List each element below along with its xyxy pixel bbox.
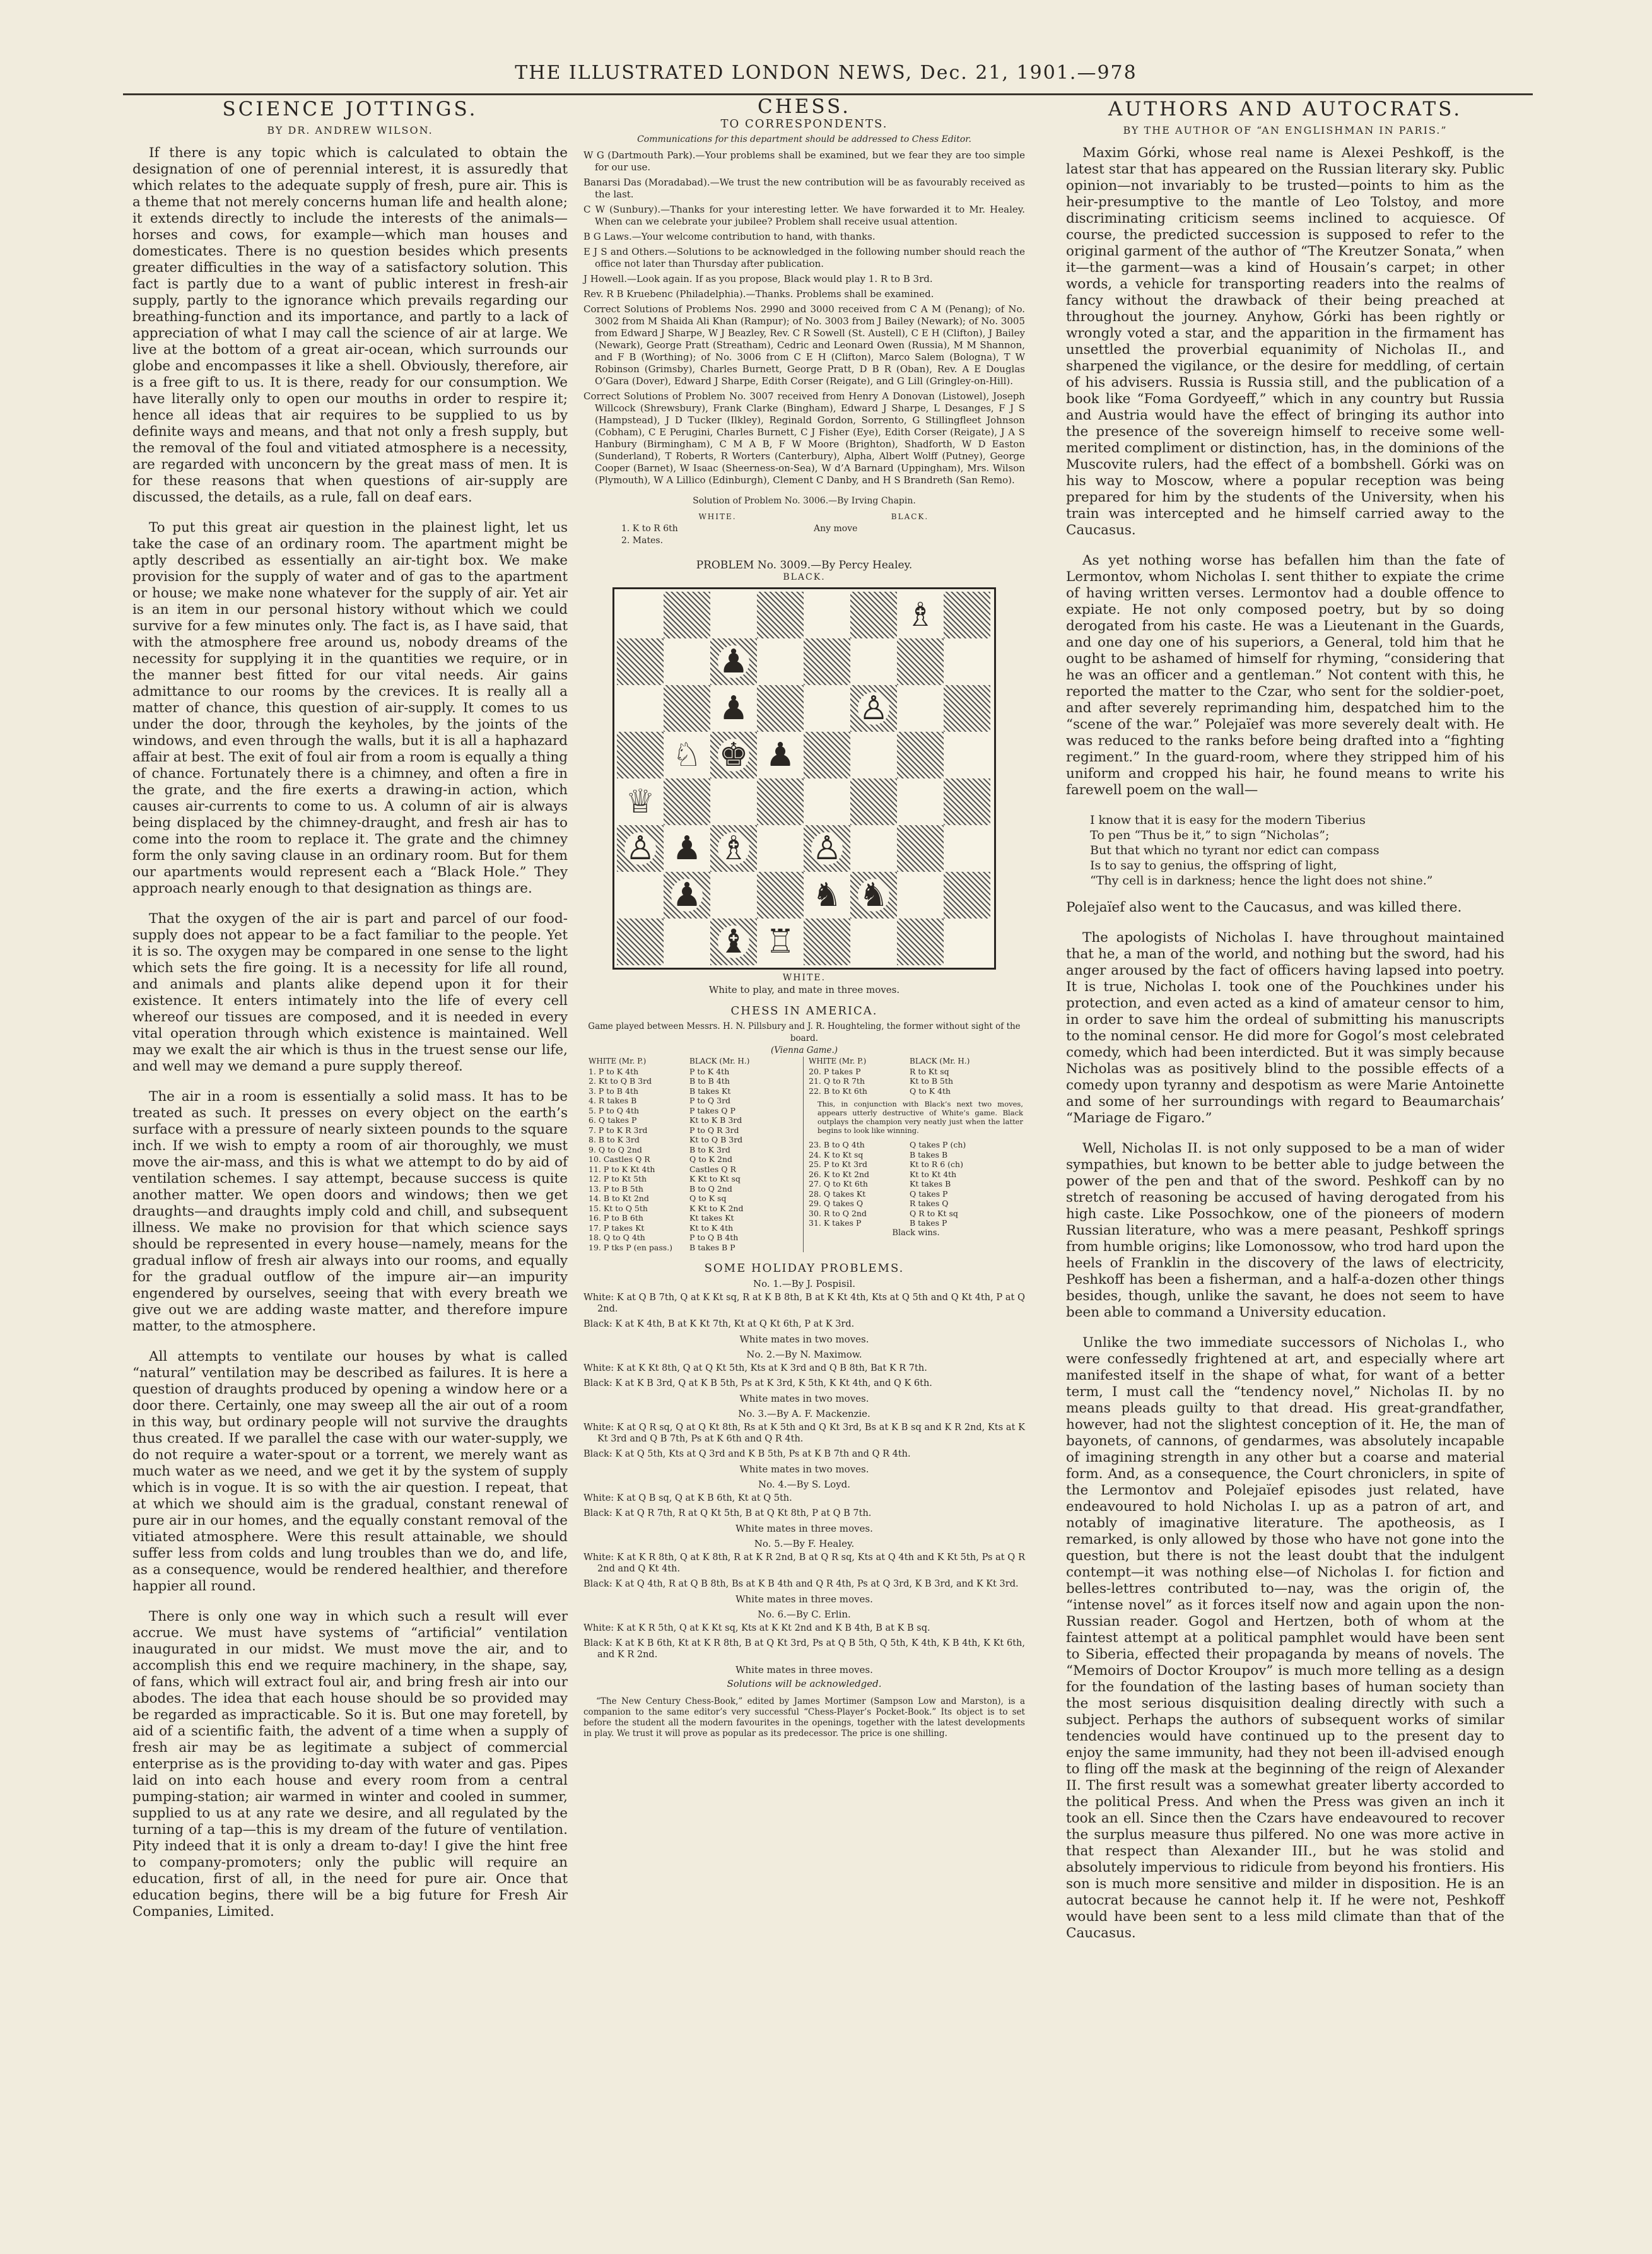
holiday-problem-caption: White mates in three moves.	[735, 1523, 873, 1534]
board-square	[944, 592, 990, 638]
board-square	[664, 638, 710, 685]
holiday-problem-caption: White mates in two moves.	[739, 1334, 869, 1345]
black-move: P to Q B 4th	[689, 1233, 739, 1242]
black-move: B takes B P	[689, 1242, 735, 1252]
holiday-white-position: White: K at K R 5th, Q at K Kt sq, Kts at K Kt 2nd and K B 4th, B at K B sq.	[583, 1623, 930, 1633]
board-square	[664, 592, 710, 638]
game-move-row	[589, 1135, 803, 1145]
correspondent-entry: J Howell.—Look again. If as you propose, Black would play 1. R to B 3rd.	[583, 273, 933, 285]
chess-board	[612, 587, 996, 970]
problem-caption: White to play, and mate in three moves.	[708, 984, 900, 995]
game-move-row	[809, 1170, 1023, 1180]
white-move: 29. Q takes Q	[809, 1199, 864, 1208]
game-move-row	[809, 1189, 1023, 1199]
black-move: R to Kt sq	[910, 1066, 949, 1076]
chess-piece: ♚	[718, 736, 749, 774]
science-paragraph: There is only one way in which such a result will ever accrue. We must have systems of “artificial” ventilation inaugurated in our midst. We must move the air, and to accomplish this end we require machinery, in the shape, say, of fans, which will extract foul air, and bring fresh air into our abodes. The idea that each house should be so provided may be regarded as impracticable. So it is. But one may foretell, by aid of a scientific faith, the advent of a time when a supply of fresh air may be as legitimate a subject of commercial enterprise as is the providing to-day with water and gas. Pipes laid on into each house and every room from a central pumping-station; air warmed in winter and cooled in summer, supplied to us at any rate we desire, and all regulated by the turning of a tap—this is my dream of the future of ventilation. Pity indeed that it is only a dream to-day! I give the hint free to company-promoters; only the public will require an education, first of all, in the need for pure air. Once that education begins, there will be a big future for Fresh Air Companies, Limited.	[132, 1609, 568, 1920]
game-move-row	[589, 1125, 803, 1136]
board-square	[897, 732, 944, 778]
holiday-title: SOME HOLIDAY PROBLEMS.	[704, 1262, 905, 1275]
board-square	[757, 685, 804, 732]
game-move-row	[589, 1106, 803, 1116]
authors-column	[1066, 98, 1504, 1956]
game-move-row	[589, 1194, 803, 1204]
board-square	[757, 919, 804, 965]
holiday-problem-heading: No. 2.—By N. Maximow.	[746, 1349, 862, 1360]
board-square	[664, 732, 710, 778]
game-move-row	[809, 1140, 1023, 1150]
white-move: 1. P to K 4th	[589, 1066, 639, 1076]
board-square	[617, 778, 664, 825]
black-move: Kt to K B 3rd	[689, 1115, 742, 1125]
game-move-row	[589, 1213, 803, 1223]
black-move: K Kt to K 2nd	[689, 1203, 744, 1213]
board-square	[850, 825, 897, 872]
board-square	[804, 919, 850, 965]
board-square	[804, 778, 850, 825]
board-square	[617, 825, 664, 872]
board-square	[710, 872, 757, 919]
authors-paragraph: As yet nothing worse has befallen him than the fate of Lermontov, whom Nicholas I. sent thither to expiate the crime of having written verses. Lermontov had a double offence to expiate. He not only composed poetry, but by so doing derogated from his caste. He was a Lieutenant in the Guards, and one day one of his superiors, a General, told him that he ought to be ashamed of himself for rhyming, “considering that he was an officer and a gentleman.” Not content with this, he reported the matter to the Czar, who sent for the soldier-poet, and after severely reprimanding him, despatched him to the “scene of the war.” Polejaïef was more severely dealt with. He was reduced to the ranks before being drafted into a “fighting regiment.” In the guard-room, where they stripped him of his uniform and cropped his hair, he found means to write his farewell poem on the wall—	[1066, 553, 1504, 798]
solution-black-move: Any move	[814, 524, 858, 534]
black-move: Kt to R 6 (ch)	[910, 1159, 963, 1169]
holiday-problem-caption: White mates in three moves.	[735, 1664, 873, 1676]
white-move: 18. Q to Q 4th	[589, 1233, 645, 1242]
game-move-row	[589, 1086, 803, 1096]
game-move-row	[589, 1223, 803, 1233]
black-move: Castles Q R	[689, 1164, 736, 1174]
holiday-problem-heading: No. 5.—By F. Healey.	[754, 1538, 855, 1549]
authors-paragraph: Unlike the two immediate successors of Nicholas I., who were confessedly frightened at art, and especially where art manifested itself in the shape of what, for want of a better term, I must call the “tendency novel,” Nicholas II. by no means pleads guilty to that dread. His great-grandfather, however, had not the slightest conception of it. He, the man of bayonets, of cannons, of gendarmes, was absolutely incapable of imagining strength in any other but a coarse and material form. And, as a consequence, the Court chroniclers, in spite of the Lermontov and Polejaïef episodes just related, have endeavoured to hold Nicholas I. up as a patron of art, and notably of imaginative literature. The apotheosis, as I remarked, is only allowed by those who have not gone into the question, but there is not the least doubt that the indulgent contempt—it was nothing else—of Nicholas I. for fiction and belles-lettres contributed to—nay, was the origin of, the “intense novel” as it forces itself now and again upon the non-Russian reader. Gogol and Hertzen, both of whom at the faintest attempt at a political pamphlet would have been sent to Siberia, effected their propaganda by means of novels. The “Memoirs of Doctor Kroupov” is much more telling as a design for the foundation of the lasting bases of human society than the most serious disquisition dealing directly with such a subject. Perhaps the authors of subsequent works of similar tendencies would have continued up to the present day to enjoy the same immunity, had they not been ill-advised enough to fling off the mask at the beginning of the reign of Alexander II. The first result was a somewhat greater liberty accorded to the political Press. And when the Press was given an inch it took an ell. Since then the Czars have endeavoured to recover the surplus measure thus pilfered. No one was more active in that respect than Alexander III., but he was stolid and absolutely impervious to ridicule from beyond his frontiers. His son is much more sensitive and milder in disposition. He is an autocrat because he cannot help it. If he were not, Peshkoff would have been sent to a less mild climate than that of the Caucasus.	[1066, 1335, 1504, 1941]
solution-white-move: 2. Mates.	[621, 536, 664, 546]
white-move: 16. P to B 6th	[589, 1213, 643, 1223]
board-square	[944, 685, 990, 732]
black-move: B to Q 2nd	[689, 1183, 732, 1194]
board-square	[850, 685, 897, 732]
board-white-label: WHITE.	[782, 973, 826, 983]
board-square	[944, 778, 990, 825]
black-move: K Kt to Kt sq	[689, 1174, 741, 1183]
game-result: Black wins.	[892, 1228, 940, 1238]
game-score-header	[589, 1057, 803, 1067]
black-move: Kt takes Kt	[689, 1213, 734, 1223]
board-square	[804, 638, 850, 685]
game-move-row	[589, 1115, 803, 1125]
holiday-problem-caption: White mates in two moves.	[739, 1464, 869, 1475]
holiday-problems	[583, 1278, 1025, 1676]
board-square	[664, 685, 710, 732]
white-move: 2. Kt to Q B 3rd	[589, 1076, 652, 1086]
chess-piece: ♝	[718, 923, 749, 961]
game-moves-b	[809, 1140, 1023, 1228]
science-paragraph: If there is any topic which is calculated to obtain the designation of one of perennial interest, it is assuredly that which relates to the adequate supply of fresh, pure air. This is a theme that not merely concerns human life and health alone; it extends directly to include the interests of the animals—horses and cows, for example—which man houses and domesticates. There is no question besides which presents greater difficulties in the way of a satisfactory solution. This fact is partly due to a want of public interest in fresh-air supply, partly to the ignorance which prevails regarding our breathing-function and its importance, and partly to a lack of appreciation of what I may call the science of air at large. We live at the bottom of a great air-ocean, which surrounds our globe and encompasses it like a shell. Obviously, therefore, air is a free gift to us. It is there, ready for our consumption. We have literally only to open our mouths in order to respire it; hence all ideas that air requires to be supplied to us by definite ways and means, and that not only a fresh supply, but the removal of the foul and vitiated atmosphere is a necessity, are regarded with unconcern by the great mass of men. It is for these reasons that when questions of air-supply are discussed, the details, as a rule, fall on deaf ears.	[132, 145, 568, 505]
game-note: This, in conjunction with Black’s next two moves, appears utterly destructive of White’s game. Black outplays the champion very neatly just when the latter begins to look like winning.	[817, 1100, 1023, 1135]
correspondent-entry: B G Laws.—Your welcome contribution to hand, with thanks.	[583, 231, 876, 242]
board-square	[757, 825, 804, 872]
white-move: 28. Q takes Kt	[809, 1189, 866, 1199]
black-move: Q takes P	[910, 1189, 948, 1199]
america-intro: Game played between Messrs. H. N. Pillsbury and J. R. Houghteling, the former without sight of the board.	[588, 1021, 1021, 1043]
board-square	[710, 592, 757, 638]
board-square	[617, 592, 664, 638]
white-move: 23. B to Q 4th	[809, 1140, 865, 1149]
chess-piece: ♙	[625, 830, 655, 867]
black-move: Q to K sq	[689, 1194, 727, 1203]
board-square	[804, 732, 850, 778]
holiday-problem-heading: No. 1.—By J. Pospisil.	[753, 1278, 856, 1289]
black-move: P to K 4th	[689, 1066, 730, 1076]
white-move: 11. P to K Kt 4th	[589, 1164, 655, 1174]
board-square	[897, 825, 944, 872]
board-square	[757, 872, 804, 919]
black-move: Kt to B 5th	[910, 1076, 954, 1086]
game-move-row	[589, 1233, 803, 1243]
board-square	[617, 919, 664, 965]
white-move: 15. Kt to Q 5th	[589, 1203, 648, 1213]
science-byline: BY DR. ANDREW WILSON.	[267, 124, 433, 136]
white-move: 12. P to Kt 5th	[589, 1174, 647, 1183]
board-square	[944, 732, 990, 778]
poem	[1066, 813, 1504, 888]
chess-title: CHESS.	[757, 95, 852, 118]
chess-piece: ♞	[858, 876, 889, 914]
holiday-black-position: Black: K at Q R 7th, R at Q Kt 5th, B at Q Kt 8th, P at Q B 7th.	[583, 1508, 872, 1518]
science-paragraph: To put this great air question in the plainest light, let us take the case of an ordinary room. The apartment might be aptly described as essentially an air-tight box. We make provision for the supply of water and of gas to the apartment or house; we make none whatever for the supply of air. Yet air is an item in our personal history without which we could survive for a few minutes only. The fact is, as I have said, that with the atmosphere free around us, nobody dreams of the necessity for supplying it in the quantities we require, or in the manner best fitted for our vital needs. Air gains admittance to our rooms by the crevices. It is really all a matter of chance, this question of air-supply. It comes to us under the door, through the keyholes, by the joints of the windows, and even through the walls, but it is all a haphazard affair at best. The exit of foul air from a room is equally a thing of chance. Fortunately there is a chimney, and often a fire in the grate, and the fire exerts a drawing-in action, which causes air-currents to come to us. A column of air is always being displaced by the chimney-draught, and fresh air has to come into the room to replace it. The grate and the chimney form the only saving clause in an ordinary room. But for them our apartments would represent each a “Black Hole.” They approach nearly enough to that designation as things are.	[132, 520, 568, 896]
board-square	[757, 732, 804, 778]
authors-paragraph: The apologists of Nicholas I. have throughout maintained that he, a man of the world, and nothing but the sword, had his anger aroused by the fact of officers having lapsed into poetry. It is true, Nicholas I. took one of the Pouchkines under his protection, and even acted as a kind of amateur censor to him, in order to save him the ordeal of submitting his manuscripts to the nominal censor. He did more for Gogol’s most celebrated comedy, which had been interdicted. But it was simply because Nicholas was as positively blind to the possible effects of a comedy upon tyranny and despotism as were Marie Antoinette and some of her surroundings with regard to Beaumarchais’ “Mariage de Figaro.”	[1066, 930, 1504, 1126]
black-move: B to B 4th	[689, 1076, 730, 1086]
white-move: 3. P to B 4th	[589, 1086, 638, 1096]
board-square	[664, 919, 710, 965]
game-head-white: WHITE (Mr. P.)	[809, 1057, 867, 1065]
board-square	[897, 919, 944, 965]
board-square	[710, 732, 757, 778]
board-square	[710, 685, 757, 732]
science-paragraph: All attempts to ventilate our houses by what is called “natural” ventilation may be described as failures. It is here a question of draughts produced by opening a window here or a door there. Certainly, one may sweep all the air out of a room in this way, but ordinary people will not survive the draughts thus created. If we parallel the case with our water-supply, we do not require a water-spout or a torrent, we merely want as much water as we need, and we get it by the system of supply which is in vogue. It is so with the air question. I repeat, that at which we should aim is the gradual, constant renewal of pure air in our homes, and the equally constant removal of the vitiated atmosphere. Were this result attainable, we should suffer less from colds and lung troubles than we do, and life, as a consequence, would be rendered healthier, and therefore happier all round.	[132, 1349, 568, 1594]
poem-line: But that which no tyrant nor edict can compass	[1090, 843, 1380, 857]
game-move-row	[809, 1076, 1023, 1086]
chess-footnote: “The New Century Chess-Book,” edited by James Mortimer (Sampson Low and Marston), is a companion to the same editor’s very successful “Chess-Player’s Pocket-Book.” Its object is to set before the student all the modern favourites in the openings, together with the latest developments in play. We trust it will prove as popular as its predecessor. The price is one shilling.	[583, 1696, 1025, 1739]
authors-paragraph: Maxim Górki, whose real name is Alexei Peshkoff, is the latest star that has appeared on the Russian literary sky. Public opinion—not invariably to be trusted—points to him as the heir-presumptive to the mantle of Leo Tolstoy, and more discriminating criticism seems inclined to acquiesce. Of course, the predicted succession is supposed to refer to the original garment of the author of “The Kreutzer Sonata,” when it—the garment—was a kind of Housain’s carpet; in other words, a vehicle for transporting readers into the realms of fancy without the drawback of their being preached at throughout the journey. Anyhow, Górki has been rightly or wrongly voted a star, and the apparition in the firmament has unsettled the proverbial equanimity of Nicholas II., and sharpened the vigilance, or the desire for meddling, of certain of his advisers. Russia is Russia still, and the publication of a book like “Foma Gordyeeff,” which in any country but Russia and Austria would have the effect of bringing its author into the presence of the sovereign himself to receive some well-merited compliment or distinction, has, in the dominions of the Muscovite rulers, had the effect of a bombshell. Górki was on his way to Moscow, where a popular reception was being prepared for him by the students of the University, when his train was intercepted and he himself carried away to the Caucasus.	[1066, 145, 1504, 538]
correspondent-entry: E J S and Others.—Solutions to be acknowledged in the following number should reach the office not later than Thursday after publication.	[583, 246, 1025, 269]
game-move-row	[589, 1076, 803, 1086]
board-square	[757, 592, 804, 638]
black-move: Q to K 2nd	[689, 1154, 733, 1164]
white-move: 14. B to Kt 2nd	[589, 1194, 649, 1203]
holiday-problem-heading: No. 3.—By A. F. Mackenzie.	[738, 1408, 870, 1419]
black-move: Kt to K 4th	[689, 1223, 734, 1233]
black-move: Q R to Kt sq	[910, 1208, 958, 1218]
solution-table	[621, 511, 1006, 547]
board-square	[944, 638, 990, 685]
black-move: P takes Q P	[689, 1105, 735, 1115]
correspondent-entry: Correct Solutions of Problems Nos. 2990 and 3000 received from C A M (Penang); of No. 3002 from M Shaida Ali Khan (Rampur); of No. 3003 from J Bailey (Newark); of No. 3005 from Edward J Sharpe, W J Beazley, Rev. C R Sowell (St. Austell), C E H (Clifton), J Bailey (Newark), George Pratt (Streatham), Cedric and Leonard Owen (Russia), M M Shannon, and F B (Worthing); of No. 3006 from C E H (Clifton), Marco Salem (Bologna), T W Robinson (Grimsby), Charles Burnett, George Pratt, D B R (Oban), Rev. A E Douglas O’Gara (Dover), Edward J Sharpe, Edith Corser (Reigate), and G Lill (Gringley-on-Hill).	[583, 303, 1025, 387]
white-move: 25. P to Kt 3rd	[809, 1159, 868, 1169]
chess-piece: ♖	[765, 923, 795, 961]
white-move: 21. Q to R 7th	[809, 1076, 865, 1086]
game-move-row	[589, 1165, 803, 1175]
game-move-row	[589, 1243, 803, 1253]
white-move: 10. Castles Q R	[589, 1154, 650, 1164]
board-square	[897, 638, 944, 685]
game-move-row	[809, 1179, 1023, 1189]
white-move: 26. K to Kt 2nd	[809, 1169, 870, 1179]
board-square	[710, 638, 757, 685]
white-move: 5. P to Q 4th	[589, 1105, 640, 1115]
correspondent-entry: C W (Sunbury).—Thanks for your interesting letter. We have forwarded it to Mr. Healey. When can we celebrate your jubilee? Problem shall receive usual attention.	[583, 204, 1025, 227]
holiday-black-position: Black: K at K B 3rd, Q at K B 5th, Ps at K 3rd, K 5th, K Kt 4th, and Q K 6th.	[583, 1378, 932, 1388]
board-square	[897, 685, 944, 732]
game-move-row	[589, 1145, 803, 1155]
board-square	[710, 919, 757, 965]
white-move: 27. Q to Kt 6th	[809, 1179, 868, 1189]
chess-piece: ♟	[765, 736, 795, 774]
black-move: R takes Q	[910, 1199, 949, 1208]
science-title: SCIENCE JOTTINGS.	[222, 98, 478, 120]
correspondents-heading: TO CORRESPONDENTS.	[720, 117, 888, 131]
chess-column	[583, 95, 1025, 1739]
board-square	[850, 592, 897, 638]
board-square	[944, 919, 990, 965]
holiday-white-position: White: K at Q B 7th, Q at K Kt sq, R at K B 8th, B at K Kt 4th, Kts at Q 5th and Q Kt 4th, P at Q 2nd.	[583, 1293, 1025, 1314]
black-move: B to K 3rd	[689, 1144, 730, 1154]
solution-white-head: WHITE.	[698, 512, 737, 521]
holiday-problem-heading: No. 6.—By C. Erlin.	[758, 1609, 851, 1620]
poem-line: “Thy cell is in darkness; hence the light does not shine.”	[1090, 874, 1433, 888]
board-square	[850, 872, 897, 919]
board-square	[617, 638, 664, 685]
board-square	[897, 592, 944, 638]
chess-piece: ♟	[672, 876, 702, 914]
holiday-black-position: Black: K at K 4th, B at K Kt 7th, Kt at Q Kt 6th, P at K 3rd.	[583, 1319, 855, 1329]
white-move: 17. P takes Kt	[589, 1223, 645, 1233]
board-square	[664, 825, 710, 872]
game-head-white: WHITE (Mr. P.)	[589, 1057, 647, 1065]
masthead: THE ILLUSTRATED LONDON NEWS, Dec. 21, 1901.—978	[515, 62, 1137, 84]
board-square	[897, 872, 944, 919]
board-square	[757, 638, 804, 685]
chess-piece: ♟	[672, 830, 702, 867]
problem-heading: PROBLEM No. 3009.—By Percy Healey.	[696, 559, 913, 572]
holiday-white-position: White: K at Q B sq, Q at K B 6th, Kt at Q 5th.	[583, 1493, 792, 1503]
white-move: 8. B to K 3rd	[589, 1135, 640, 1144]
solution-black-head: BLACK.	[891, 512, 929, 521]
chess-piece: ♟	[718, 643, 749, 681]
black-move: P to Q R 3rd	[689, 1125, 739, 1135]
board-square	[804, 825, 850, 872]
game-move-row	[809, 1209, 1023, 1219]
game-move-row	[809, 1150, 1023, 1160]
poem-line: To pen “Thus be it,” to sign “Nicholas”;	[1090, 828, 1330, 842]
black-move: B takes B	[910, 1149, 948, 1159]
black-move: Kt to Q B 3rd	[689, 1135, 743, 1144]
chess-piece: ♙	[858, 690, 889, 727]
white-move: 24. K to Kt sq	[809, 1149, 864, 1159]
poem-line: Is to say to genius, the offspring of light,	[1090, 859, 1337, 872]
white-move: 31. K takes P	[809, 1218, 862, 1228]
board-square	[804, 872, 850, 919]
board-square	[944, 872, 990, 919]
game-move-row	[809, 1199, 1023, 1209]
holiday-black-position: Black: K at K B 6th, Kt at K R 8th, B at Q Kt 3rd, Ps at Q B 5th, Q 5th, K 4th, K B 4th, K Kt 6th, and K R 2nd.	[583, 1638, 1025, 1660]
authors-paragraph: Polejaïef also went to the Caucasus, and was killed there.	[1066, 900, 1462, 915]
correspondent-entry: Rev. R B Kruebenc (Philadelphia).—Thanks. Problems shall be examined.	[583, 288, 934, 300]
chess-piece: ♟	[718, 690, 749, 727]
chess-piece: ♗	[905, 596, 935, 634]
black-move: P to Q 3rd	[689, 1096, 731, 1105]
poem-line: I know that it is easy for the modern Tiberius	[1090, 813, 1366, 827]
chess-piece: ♕	[625, 783, 655, 821]
board-square	[617, 732, 664, 778]
white-move: 9. Q to Q 2nd	[589, 1144, 642, 1154]
white-move: 7. P to K R 3rd	[589, 1125, 648, 1135]
white-move: 22. B to Kt 6th	[809, 1086, 867, 1096]
board-square	[944, 825, 990, 872]
game-score-header	[809, 1057, 1023, 1067]
game-head-black: BLACK (Mr. H.)	[910, 1057, 970, 1065]
game-move-row	[589, 1154, 803, 1165]
black-move: B takes P	[910, 1218, 947, 1228]
board-square	[617, 685, 664, 732]
correspondents-note: Communications for this department should be addressed to Chess Editor.	[637, 134, 971, 144]
game-move-row	[589, 1174, 803, 1184]
game-move-row	[809, 1159, 1023, 1170]
black-move: Q takes P (ch)	[910, 1140, 966, 1149]
holiday-white-position: White: K at Q R sq, Q at Q Kt 8th, Rs at K 5th and Q Kt 3rd, Bs at K B sq and K R 2nd, Kts at K Kt 3rd and Q B 7th, Ps at K 6th and Q R 4th.	[583, 1423, 1025, 1444]
board-square	[710, 778, 757, 825]
chess-board-wrap	[612, 587, 996, 970]
holiday-white-position: White: K at K R 8th, Q at K 8th, R at K R 2nd, B at Q R sq, Kts at Q 4th and K Kt 5th, Ps at Q R 2nd and Q Kt 4th.	[583, 1553, 1025, 1574]
board-black-label: BLACK.	[783, 572, 826, 582]
white-move: 6. Q takes P	[589, 1115, 637, 1125]
holiday-white-position: White: K at K Kt 8th, Q at Q Kt 5th, Kts at K 3rd and Q B 8th, Bat K R 7th.	[583, 1363, 927, 1373]
board-square	[850, 638, 897, 685]
white-move: 19. P tks P (en pass.)	[589, 1242, 673, 1252]
game-score-right	[803, 1057, 1023, 1252]
game-moves-a	[809, 1067, 1023, 1096]
game-move-row	[589, 1204, 803, 1214]
holiday-closing: Solutions will be acknowledged.	[727, 1678, 882, 1689]
board-square	[710, 825, 757, 872]
holiday-problem-heading: No. 4.—By S. Loyd.	[758, 1479, 851, 1490]
solution-heading: Solution of Problem No. 3006.—By Irving Chapin.	[693, 496, 916, 506]
chess-piece: ♘	[672, 736, 702, 774]
holiday-problem-caption: White mates in two moves.	[739, 1393, 869, 1404]
board-square	[804, 592, 850, 638]
science-paragraph: The air in a room is essentially a solid mass. It has to be treated as such. It presses on every object on the earth’s surface with a pressure of nearly sixteen pounds to the square inch. If we wish to empty a room of air thoroughly, we must move the air-mass, and this is what we attempt to do by aid of ventilation schemes. I say attempt, because success is quite another matter. We open doors and windows; then we get draughts—and draughts imply cold and chill, and subsequent illness. We make no provision for that which science says should be represented in every house—namely, means for the gradual inflow of fresh air always into our rooms, and equally for the gradual outflow of the impure air—an impurity engendered by ourselves, seeing that with every breath we give out we are adding waste matter, and therefore impure matter, to the atmosphere.	[132, 1089, 568, 1334]
board-square	[850, 778, 897, 825]
board-square	[850, 732, 897, 778]
white-move: 20. P takes P	[809, 1066, 861, 1076]
authors-paragraph: Well, Nicholas II. is not only supposed to be a man of wider sympathies, but known to be better able to judge between the power of the pen and that of the sword. Peshkoff can by no stretch of reasoning be accused of having derogated from his high caste. Like Possochkow, one of the pioneers of modern Russian literature, who was a mere peasant, Peshkoff springs from humble origins; like Lomonossow, who trod hard upon the heels of Franklin in the discovery of the laws of electricity, Peshkoff has been a fisherman, and a half-a-dozen other things besides, though, unlike the savant, he does not seem to have been able to command a University education.	[1066, 1141, 1504, 1320]
black-move: Kt takes B	[910, 1179, 951, 1189]
black-move: Kt to Kt 4th	[910, 1169, 957, 1179]
authors-title: AUTHORS AND AUTOCRATS.	[1108, 98, 1463, 120]
white-move: 13. P to B 5th	[589, 1183, 643, 1194]
holiday-problem-caption: White mates in three moves.	[735, 1594, 873, 1605]
authors-byline: BY THE AUTHOR OF “AN ENGLISHMAN IN PARIS.”	[1123, 124, 1448, 136]
game-move-row	[809, 1086, 1023, 1096]
chess-piece: ♙	[812, 830, 842, 867]
correspondent-entry: W G (Dartmouth Park).—Your problems shall be examined, but we fear they are too simple for our use.	[583, 150, 1025, 173]
white-move: 30. R to Q 2nd	[809, 1208, 867, 1218]
game-score	[583, 1057, 1025, 1252]
white-move: 4. R takes B	[589, 1096, 637, 1105]
board-square	[804, 685, 850, 732]
game-score-left	[583, 1057, 803, 1252]
game-move-row	[589, 1184, 803, 1194]
board-square	[664, 778, 710, 825]
black-move: Q to K 4th	[910, 1086, 951, 1096]
solution-black-move	[814, 535, 1006, 547]
solution-white-move: 1. K to R 6th	[621, 524, 678, 534]
game-head-black: BLACK (Mr. H.)	[689, 1057, 750, 1065]
chess-piece: ♗	[718, 830, 749, 867]
game-move-row	[809, 1067, 1023, 1077]
board-square	[897, 778, 944, 825]
board-square	[664, 872, 710, 919]
science-paragraph: That the oxygen of the air is part and parcel of our food-supply does not appear to be a fact familiar to the people. Yet it is so. The oxygen may be compared in one sense to the light which sets the fire going. It is a necessity for life all round, and animals and plants alike depend upon it for their existence. It enters intimately into the life of every cell whereof our tissues are composed, and it is needed in every vital operation through which existence is maintained. Well may we exalt the air which is thus in the truest sense our life, and well may we demand a pure supply thereof.	[132, 911, 568, 1074]
holiday-black-position: Black: K at Q 4th, R at Q B 8th, Bs at K B 4th and Q R 4th, Ps at Q 3rd, K B 3rd, and K Kt 3rd.	[583, 1579, 1019, 1589]
chess-piece: ♞	[812, 876, 842, 914]
game-move-row	[589, 1096, 803, 1106]
game-move-row	[589, 1067, 803, 1077]
science-column	[132, 98, 568, 1934]
correspondents-list	[583, 150, 1025, 486]
correspondent-entry: Banarsi Das (Moradabad).—We trust the new contribution will be as favourably received as the last.	[583, 177, 1025, 200]
correspondent-entry: Correct Solutions of Problem No. 3007 received from Henry A Donovan (Listowel), Joseph Willcock (Shrewsbury), Frank Clarke (Bingham), Edward J Sharpe, L Desanges, F J S (Hampstead), J D Tucker (Ilkley), Reginald Gordon, Sorrento, G Stillingfleet Johnson (Cobham), C E Perugini, Charles Burnett, C J Fisher (Eye), Edith Corser (Reigate), J A S Hanbury (Birmingham), C M A B, F W Moore (Brighton), Shadforth, W D Easton (Sunderland), T Roberts, R Worters (Canterbury), Alpha, Albert Wolff (Putney), George Cooper (Barnet), W Isaac (Sheerness-on-Sea), W d’A Barnard (Uppingham), Mrs. Wilson (Plymouth), W A Lillico (Edinburgh), Clement C Danby, and H S Brandreth (San Remo).	[583, 390, 1025, 486]
game-move-row	[809, 1218, 1023, 1228]
board-square	[850, 919, 897, 965]
holiday-black-position: Black: K at Q 5th, Kts at Q 3rd and K B 5th, Ps at K B 7th and Q R 4th.	[583, 1449, 911, 1459]
board-square	[757, 778, 804, 825]
black-move: B takes Kt	[689, 1086, 731, 1096]
america-opening: (Vienna Game.)	[771, 1045, 838, 1055]
america-title: CHESS IN AMERICA.	[730, 1004, 878, 1018]
board-square	[617, 872, 664, 919]
